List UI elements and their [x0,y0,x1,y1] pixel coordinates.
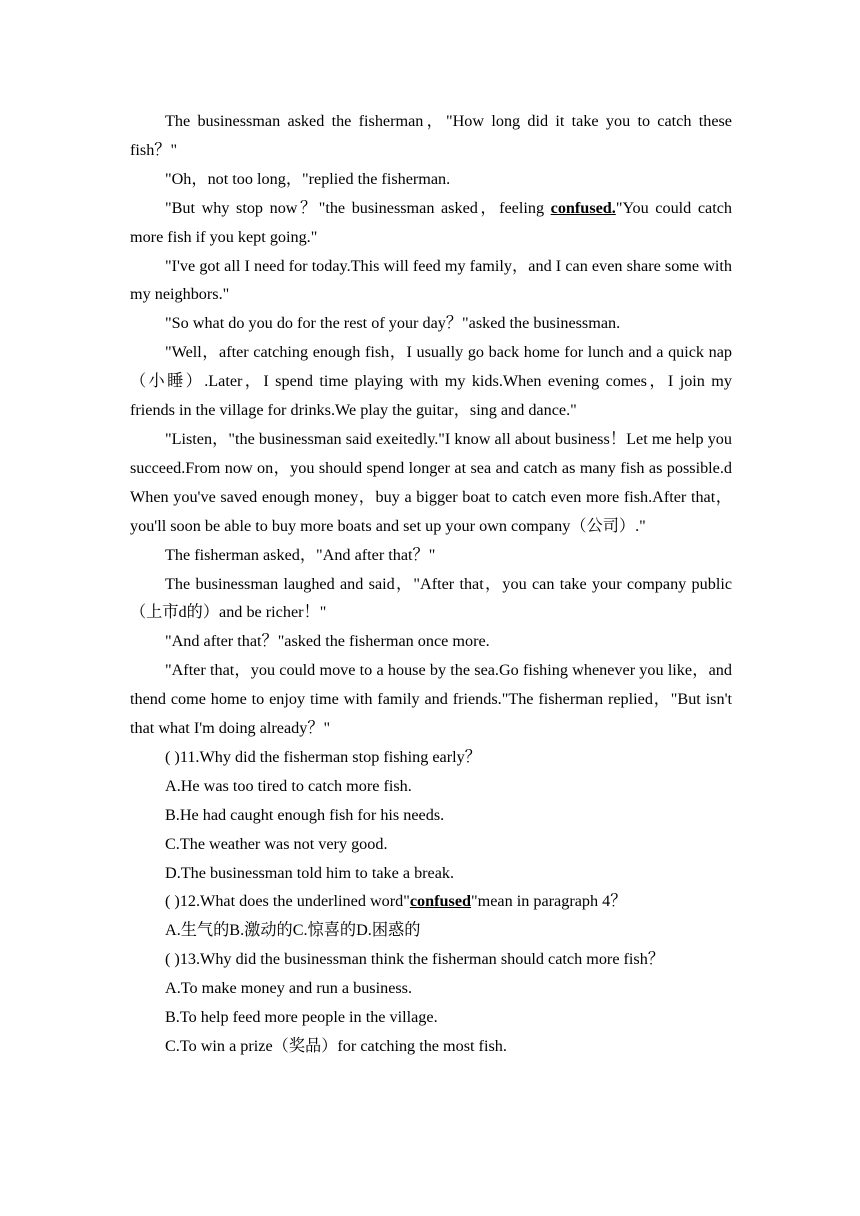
story-paragraph-8: The fisherman asked，"And after that？" [165,545,436,564]
question-11-option-d: D.The businessman told him to take a break. [165,863,455,882]
story-paragraph-7: "Listen，"the businessman said exeitedly."I know all about business！Let me help you succeed.From now on，you should spend longer at sea and catch as many fish as possible.d When you've saved enough money，buy a bigger boat to catch even more fish.After that，you'll soon be able to buy more boats and set up your own company（公司）." [130,429,732,535]
paragraph-3-before: "But why stop now？"the businessman asked，feeling [165,198,551,217]
question-13-option-c: C.To win a prize（奖品）for catching the most fish. [165,1037,507,1055]
story-paragraph-4: "I've got all I need for today.This will feed my family，and I can even share some with my neighbors." [130,256,732,304]
document-page [130,107,732,1061]
underlined-word-confused: confused. [550,198,616,217]
question-12-stem-after: "mean in paragraph 4？ [471,892,627,911]
story-paragraph-6: "Well，after catching enough fish，I usually go back home for lunch and a quick nap（小睡）.Later，I spend time playing with my kids.When evening comes，I join my friends in the village for drinks.We play the guitar，sing and dance." [130,343,732,420]
question-12-stem [130,887,732,916]
question-13-option-a: A.To make money and run a business. [165,979,413,998]
story-paragraph-3 [130,194,732,252]
story-paragraph-9: The businessman laughed and said，"After that，you can take your company public（上市d的）and be richer！" [130,574,732,622]
paragraph-3-after: "You could catch more fish if you kept going." [130,198,732,246]
question-11-option-b: B.He had caught enough fish for his needs. [165,805,445,824]
question-13-option-b: B.To help feed more people in the village. [165,1008,438,1027]
question-11-option-a: A.He was too tired to catch more fish. [165,776,412,795]
question-12-underlined-word: confused [409,892,472,911]
story-paragraph-2: "Oh，not too long，"replied the fisherman. [165,169,451,188]
story-paragraph-11: "After that，you could move to a house by the sea.Go fishing whenever you like，and thend come home to enjoy time with family and friends."The fisherman replied，"But isn't that what I'm doing already？" [130,661,732,738]
question-11-option-c: C.The weather was not very good. [165,834,388,853]
story-paragraph-5: "So what do you do for the rest of your day？"asked the businessman. [165,314,621,333]
question-11-stem: ( )11.Why did the fisherman stop fishing early？ [165,747,481,766]
story-paragraph-1: The businessman asked the fisherman，"How long did it take you to catch these fish？" [130,112,732,159]
question-12-options: A.生气的B.激动的C.惊喜的D.困惑的 [165,921,421,940]
story-paragraph-10: "And after that？"asked the fisherman once more. [165,632,490,651]
question-12-stem-before: ( )12.What does the underlined word" [165,892,410,911]
question-13-stem: ( )13.Why did the businessman think the fisherman should catch more fish？ [165,950,665,969]
